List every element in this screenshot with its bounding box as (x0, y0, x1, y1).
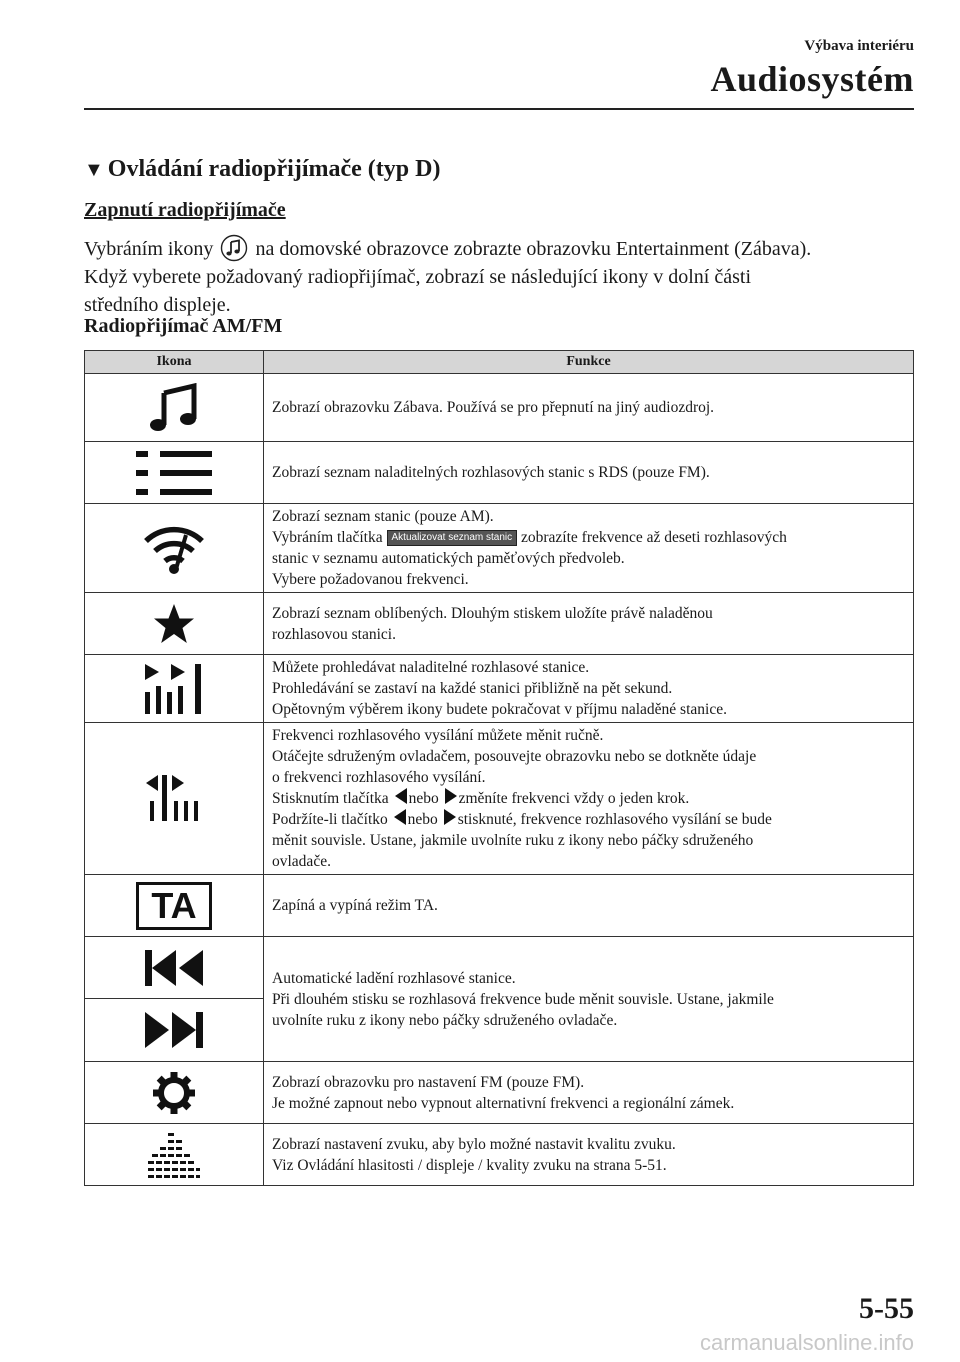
table-row: Frekvenci rozhlasového vysílání můžete měnit ručně. Otáčejte sdruženým ovladačem, posouvejte obrazovku nebo se dotkněte údaje o frekvenci rozhlasového vysílání. Stisknutím tlačítka nebo změníte frekvenci vždy o jeden krok. Podržíte-li tlačítko nebo stisknuté, frekvence rozhlasového vysílání se bude měnit souvisle. Ustane, jakmile uvolníte ruku z ikony nebo páčky sdruženého ovladače. (85, 723, 914, 875)
gear-icon (152, 1071, 196, 1115)
triangle-right-icon (444, 809, 456, 825)
star-icon (152, 602, 196, 646)
list-icon (134, 449, 214, 497)
table-row: Automatické ladění rozhlasové stanice. Při dlouhém stisku se rozhlasová frekvence bude měnit souvisle. Ustane, jakmile uvolníte ruku z ikony nebo páčky sdruženého ovladače. (85, 937, 914, 1062)
table-header-row (85, 351, 914, 374)
section-header: Audiosystém (710, 59, 914, 99)
page-number: 5-55 (859, 1292, 914, 1325)
triangle-left-icon (395, 788, 407, 804)
seek-back-icon (143, 948, 205, 988)
table-title: Radiopřijímač AM/FM (84, 315, 283, 337)
table-row: Zobrazí seznam naladitelných rozhlasových stanic s RDS (pouze FM). (85, 442, 914, 504)
ta-icon: TA (136, 882, 212, 930)
subsection-title: Zapnutí radiopřijímače (84, 199, 286, 221)
column-header-function: Funkce (264, 351, 914, 374)
watermark: carmanualsonline.info (699, 1330, 914, 1355)
chapter-title: Výbava interiéru (804, 38, 914, 54)
function-table (84, 350, 914, 1186)
table-row: Zobrazí obrazovku pro nastavení FM (pouze FM). Je možné zapnout nebo vypnout alternativní frekvenci a regionální zámek. (85, 1062, 914, 1124)
seek-forward-icon (143, 1010, 205, 1050)
table-row: TA Zapíná a vypíná režim TA. (85, 875, 914, 937)
update-station-list-button-image: Aktualizovat seznam stanic (387, 530, 518, 546)
table-row: Zobrazí seznam oblíbených. Dlouhým stiskem uložíte právě naladěnou rozhlasovou stanici. (85, 593, 914, 655)
section-title: ▼ Ovládání radiopřijímače (typ D) (84, 156, 441, 182)
triangle-bullet-icon: ▼ (84, 159, 104, 181)
triangle-right-icon (445, 788, 457, 804)
scan-icon (143, 662, 205, 716)
equalizer-icon (146, 1131, 202, 1179)
header-rule (84, 108, 914, 110)
music-note-icon (220, 234, 248, 262)
manual-tune-icon (144, 775, 204, 823)
table-row: Můžete prohledávat naladitelné rozhlasové stanice. Prohledávání se zastaví na každé stanici přibližně na pět sekund. Opětovným výběrem ikony budete pokračovat v příjmu naladěné stanice. (85, 655, 914, 723)
music-note-icon (148, 383, 200, 433)
table-row: Zobrazí obrazovku Zábava. Používá se pro přepnutí na jiný audiozdroj. (85, 374, 914, 442)
triangle-left-icon (394, 809, 406, 825)
table-row: Zobrazí seznam stanic (pouze AM). Vybráním tlačítka Aktualizovat seznam stanic zobrazíte frekvence až deseti rozhlasových stanic v seznamu automatických paměťových předvoleb. Vybere požadovanou frekvenci. (85, 504, 914, 593)
table-row: Zobrazí nastavení zvuku, aby bylo možné nastavit kvalitu zvuku. Viz Ovládání hlasitosti / displeje / kvality zvuku na strana 5-51. (85, 1124, 914, 1186)
column-header-icon: Ikona (85, 351, 264, 374)
intro-paragraph: Vybráním ikony na domovské obrazovce zobrazte obrazovku Entertainment (Zábava). Když vyberete požadovaný radiopřijímač, zobrazí se následující ikony v dolní části středního displeje. (84, 234, 924, 319)
radio-signal-icon (142, 521, 206, 575)
